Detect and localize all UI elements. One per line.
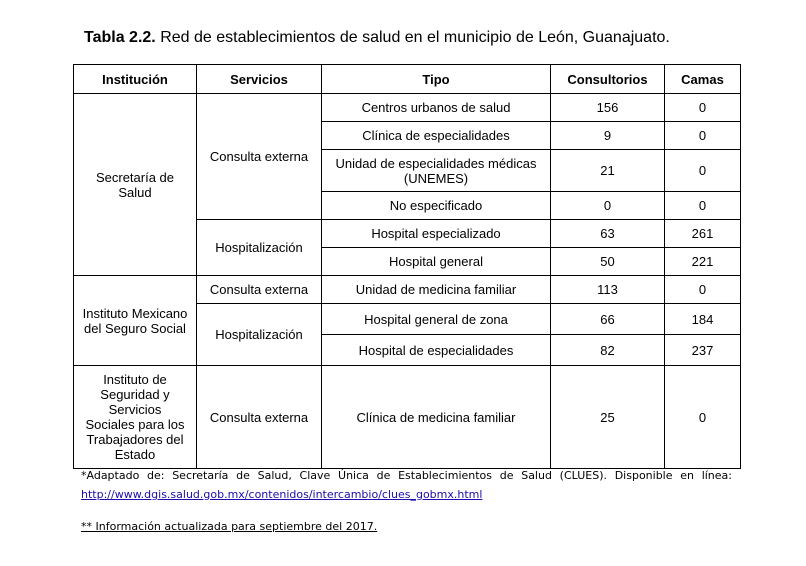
consultorios-cell: 0 [551, 192, 665, 220]
consultorios-cell: 66 [551, 304, 665, 335]
header-row [74, 65, 741, 94]
camas-cell: 0 [665, 122, 741, 150]
institution-cell: Instituto de Seguridad y Servicios Sociales para los Trabajadores del Estado [74, 366, 197, 469]
header-consultorios: Consultorios [551, 65, 665, 94]
institution-cell: Instituto Mexicano del Seguro Social [74, 276, 197, 366]
tipo-cell: Hospital especializado [322, 220, 551, 248]
header-tipo: Tipo [322, 65, 551, 94]
service-cell: Hospitalización [197, 304, 322, 366]
institution-cell: Secretaría de Salud [74, 94, 197, 276]
camas-cell: 261 [665, 220, 741, 248]
tipo-cell: Hospital de especialidades [322, 335, 551, 366]
camas-cell: 237 [665, 335, 741, 366]
consultorios-cell: 50 [551, 248, 665, 276]
service-cell: Consulta externa [197, 366, 322, 469]
source-footnote: *Adaptado de: Secretaría de Salud, Clave Única de Establecimientos de Salud (CLUES). Disponible en línea: [81, 469, 732, 482]
tipo-cell: Centros urbanos de salud [322, 94, 551, 122]
tipo-cell: Unidad de especialidades médicas (UNEMES) [322, 150, 551, 192]
table-row [74, 276, 741, 304]
service-cell: Consulta externa [197, 94, 322, 220]
header-servicios: Servicios [197, 65, 322, 94]
camas-cell: 221 [665, 248, 741, 276]
header-institucion: Institución [74, 65, 197, 94]
tipo-cell: Clínica de especialidades [322, 122, 551, 150]
consultorios-cell: 21 [551, 150, 665, 192]
table-label: Tabla 2.2. [84, 29, 156, 46]
consultorios-cell: 25 [551, 366, 665, 469]
camas-cell: 0 [665, 94, 741, 122]
camas-cell: 0 [665, 192, 741, 220]
tipo-cell: Clínica de medicina familiar [322, 366, 551, 469]
consultorios-cell: 156 [551, 94, 665, 122]
header-camas: Camas [665, 65, 741, 94]
source-link[interactable]: http://www.dgis.salud.gob.mx/contenidos/intercambio/clues_gobmx.html [81, 488, 483, 501]
tipo-cell: No especificado [322, 192, 551, 220]
service-cell: Hospitalización [197, 220, 322, 276]
camas-cell: 0 [665, 366, 741, 469]
service-cell: Consulta externa [197, 276, 322, 304]
table-row [74, 94, 741, 122]
table-caption: Red de establecimientos de salud en el municipio de León, Guanajuato. [160, 29, 670, 46]
update-footnote: ** Información actualizada para septiembre del 2017. [81, 520, 378, 533]
camas-cell: 0 [665, 150, 741, 192]
consultorios-cell: 63 [551, 220, 665, 248]
table-row [74, 366, 741, 469]
tipo-cell: Hospital general [322, 248, 551, 276]
tipo-cell: Unidad de medicina familiar [322, 276, 551, 304]
consultorios-cell: 113 [551, 276, 665, 304]
camas-cell: 0 [665, 276, 741, 304]
camas-cell: 184 [665, 304, 741, 335]
consultorios-cell: 9 [551, 122, 665, 150]
table-title [84, 29, 670, 47]
health-facilities-table [73, 64, 741, 469]
consultorios-cell: 82 [551, 335, 665, 366]
tipo-cell: Hospital general de zona [322, 304, 551, 335]
